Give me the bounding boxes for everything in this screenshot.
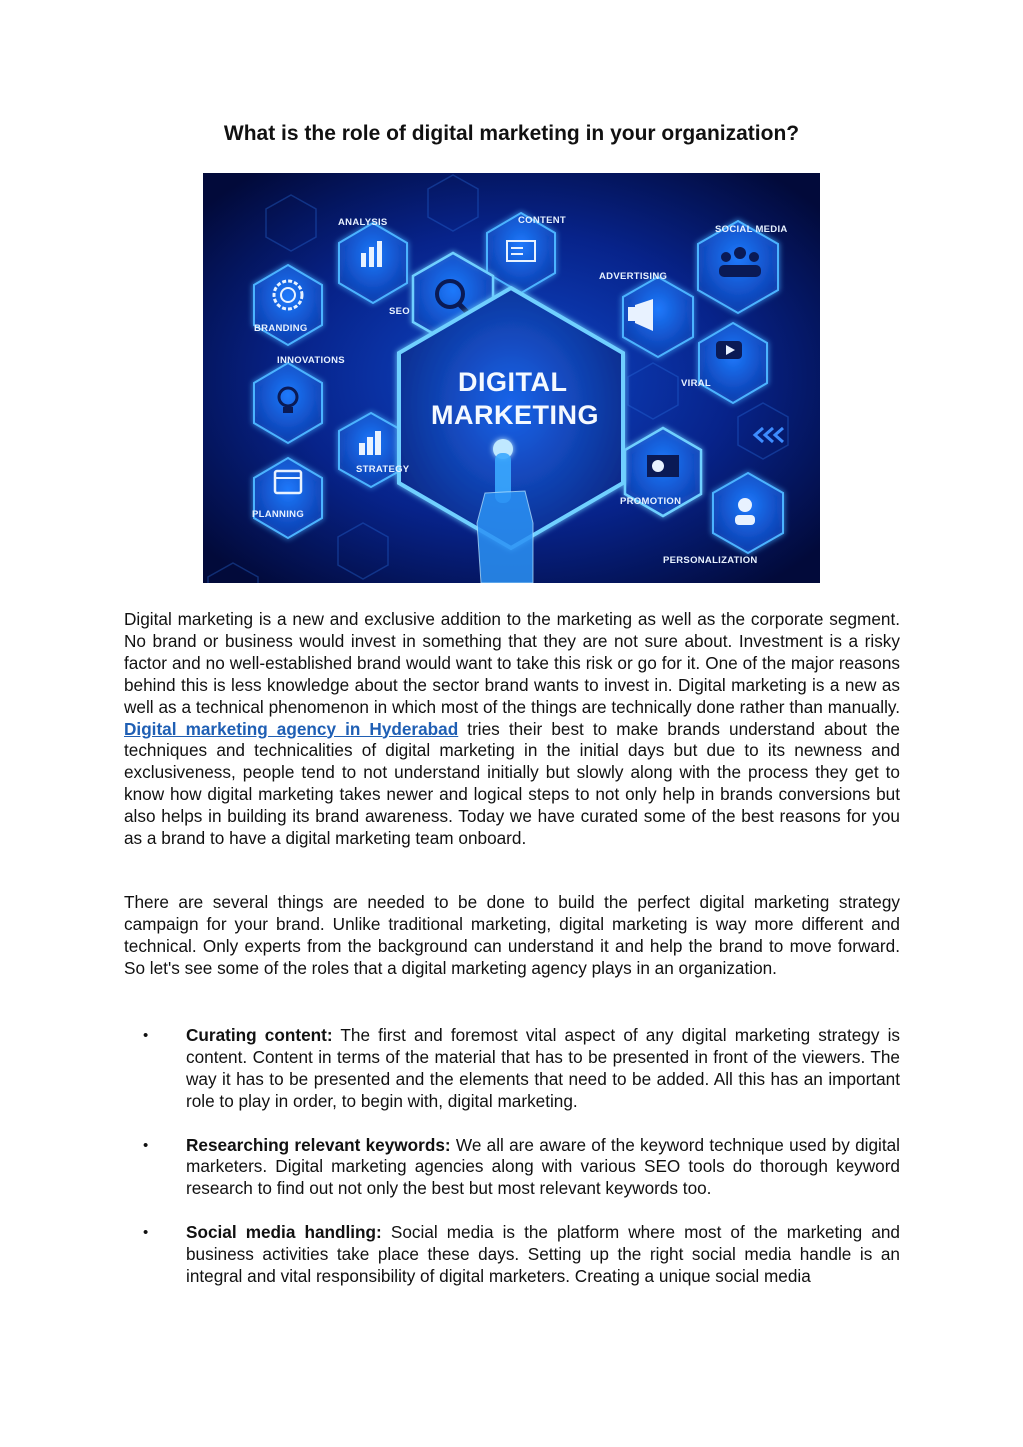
label-innovations: INNOVATIONS xyxy=(277,355,345,366)
label-content: CONTENT xyxy=(518,215,567,226)
list-item xyxy=(124,1222,900,1288)
list-item-text: The first and foremost vital aspect of any digital marketing strategy is content. Content in terms of the material that has to be presented in front of the viewers. The way it has to be presented and the elements that need to be added. All this has an important role to play in order, to begin with, digital marketing. xyxy=(186,1025,900,1111)
agency-link[interactable]: Digital marketing agency in Hyderabad xyxy=(124,718,459,739)
label-digital: DIGITAL xyxy=(458,367,568,397)
list-item-heading: Researching relevant keywords: xyxy=(186,1134,451,1155)
label-analysis: ANALYSIS xyxy=(338,217,388,228)
list-item-heading: Social media handling: xyxy=(186,1222,382,1243)
label-planning: PLANNING xyxy=(252,509,305,520)
label-viral: VIRAL xyxy=(681,378,711,389)
label-seo: SEO xyxy=(389,306,410,317)
label-advertising: ADVERTISING xyxy=(599,271,668,282)
list-item-heading: Curating content: xyxy=(186,1025,333,1045)
label-branding: BRANDING xyxy=(254,323,308,334)
roles-paragraph: There are several things are needed to be done to build the perfect digital marketing strategy campaign for your brand. Unlike traditional marketing, digital marketing is way more different and technical. Only experts from the background can understand it and help the brand to move forward. So let's see some of the roles that a digital marketing agency plays in an organization. xyxy=(124,892,900,978)
hero-image xyxy=(203,173,820,583)
intro-paragraph xyxy=(124,609,900,850)
list-item-text: Social media is the platform where most of the marketing and business activities take place these days. Setting up the right social media handle is an integral and vital responsibility of digital marketers. Creating a unique social media xyxy=(186,1222,900,1286)
roles-list xyxy=(124,1025,900,1310)
hero-illustration xyxy=(203,173,820,583)
bullet-marker: • xyxy=(143,1224,149,1242)
label-strategy: STRATEGY xyxy=(356,464,410,475)
page-title: What is the role of digital marketing in your organization? xyxy=(223,122,800,145)
bullet-marker: • xyxy=(143,1136,149,1154)
list-item-text: We all are aware of the keyword technique used by digital marketers. Digital marketing agencies along with various SEO tools do thorough keyword research to find out not only the best but most relevant keywords too. xyxy=(186,1134,900,1199)
label-promotion: PROMOTION xyxy=(620,496,682,507)
intro-text-after-link: tries their best to make brands understand about the techniques and technicalities of digital marketing in the initial days but due to its newness and exclusiveness, people tend to not understand initially but slowly along with the process they get to know how digital marketing takes newer and logical steps to not only help in brands conversions but also helps in building its brand awareness. Today we have curated some of the best reasons for you as a brand to have a digital marketing team onboard. xyxy=(124,718,900,849)
label-marketing: MARKETING xyxy=(431,400,599,430)
list-item xyxy=(124,1135,900,1201)
label-personalization: PERSONALIZATION xyxy=(663,555,758,566)
list-item xyxy=(124,1025,900,1113)
label-social-media: SOCIAL MEDIA xyxy=(715,224,788,235)
intro-text-before-link: Digital marketing is a new and exclusive addition to the marketing as well as the corporate segment. No brand or business would invest in something that they are not sure about. Investment is a risky factor and no well-established brand would want to take this risk or go for it. One of the major reasons behind this is less knowledge about the sector brand wants to invest in. Digital marketing is a new as well as a technical phenomenon in which most of the things are technically done rather than manually. xyxy=(124,609,900,717)
bullet-marker: • xyxy=(143,1027,149,1044)
